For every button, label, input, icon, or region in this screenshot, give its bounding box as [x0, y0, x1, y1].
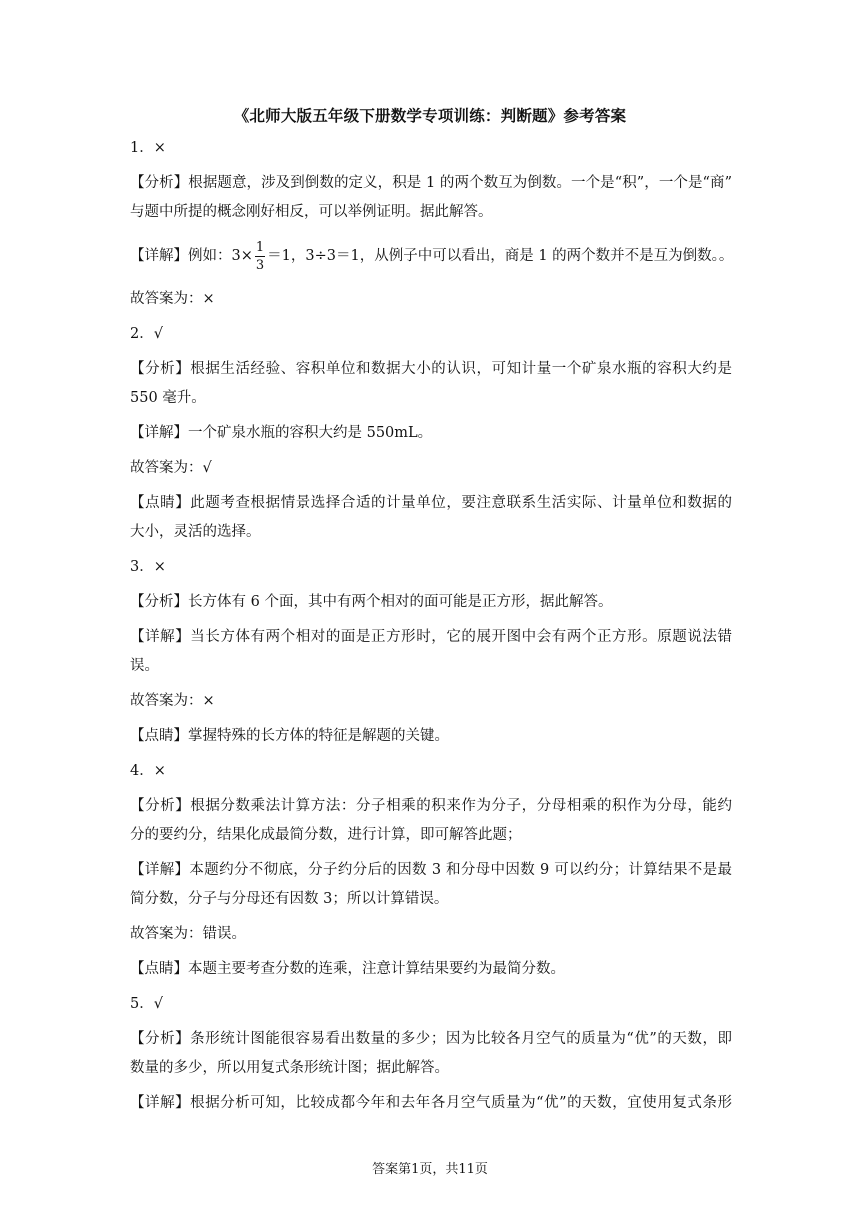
q4-detail-line2: 简分数，分子与分母还有因数 3；所以计算错误。: [130, 891, 449, 907]
q4-analysis-line2: 分的要约分，结果化成最简分数，进行计算，即可解答此题；: [130, 827, 522, 843]
q1-fraction: [255, 241, 265, 272]
q2-analysis-line1: 【分析】根据生活经验、容积单位和数据大小的认识，可知计量一个矿泉水瓶的容积大约是: [130, 361, 732, 377]
q3-detail-line1: 【详解】当长方体有两个相对的面是正方形时，它的展开图中会有两个正方形。原题说法错: [130, 629, 732, 645]
q2-comment-line1: 【点睛】此题考查根据情景选择合适的计量单位，要注意联系生活实际、计量单位和数据的: [130, 495, 732, 511]
q3-detail-line2: 误。: [130, 658, 159, 674]
q2-number: 2．√: [130, 326, 163, 342]
q3-comment: 【点睛】掌握特殊的长方体的特征是解题的关键。: [130, 728, 449, 744]
page-footer: 答案第1页，共11页: [372, 1162, 488, 1177]
q1-detail-suffix: ＝1，3÷3＝1，从例子中可以看出，商是 1 的两个数并不是互为倒数。。: [267, 248, 734, 264]
q1-number: 1．×: [130, 140, 166, 156]
document-title: 《北师大版五年级下册数学专项训练：判断题》参考答案: [233, 106, 627, 125]
q3-number: 3．×: [130, 559, 166, 575]
q5-analysis-line1: 【分析】条形统计图能很容易看出数量的多少；因为比较各月空气的质量为“优”的天数，即: [130, 1031, 732, 1047]
q4-number: 4．×: [130, 763, 166, 779]
q5-detail-line1: 【详解】根据分析可知，比较成都今年和去年各月空气质量为“优”的天数，宜使用复式条形: [130, 1095, 732, 1111]
q1-detail-prefix: 【详解】例如：3×: [130, 248, 253, 264]
q2-answer: 故答案为：√: [130, 460, 212, 476]
q4-detail-line1: 【详解】本题约分不彻底，分子约分后的因数 3 和分母中因数 9 可以约分；计算结果不是最: [130, 862, 732, 878]
q2-detail: 【详解】一个矿泉水瓶的容积大约是 550mL。: [130, 425, 433, 441]
fraction-numerator: 1: [255, 239, 265, 255]
q1-answer: 故答案为：×: [130, 291, 215, 307]
q2-comment-line2: 大小，灵活的选择。: [130, 524, 261, 540]
q4-comment: 【点睛】本题主要考查分数的连乘，注意计算结果要约为最简分数。: [130, 961, 565, 977]
q1-analysis-line1: 【分析】根据题意，涉及到倒数的定义，积是 1 的两个数互为倒数。一个是“积”，一个是“商”: [130, 175, 732, 191]
q1-analysis-line2: 与题中所提的概念刚好相反，可以举例证明。据此解答。: [130, 204, 493, 220]
answer-content: [130, 134, 732, 1118]
q2-analysis-line2: 550 毫升。: [130, 390, 206, 406]
q5-number: 5．√: [130, 996, 163, 1012]
q3-analysis: 【分析】长方体有 6 个面，其中有两个相对的面可能是正方形，据此解答。: [130, 594, 613, 610]
q1-detail: [130, 233, 732, 279]
fraction-denominator: 3: [255, 257, 265, 273]
q3-answer: 故答案为：×: [130, 693, 215, 709]
q4-analysis-line1: 【分析】根据分数乘法计算方法：分子相乘的积来作为分子，分母相乘的积作为分母，能约: [130, 798, 732, 814]
q4-answer: 故答案为：错误。: [130, 926, 246, 942]
q5-analysis-line2: 数量的多少，所以用复式条形统计图；据此解答。: [130, 1060, 449, 1076]
